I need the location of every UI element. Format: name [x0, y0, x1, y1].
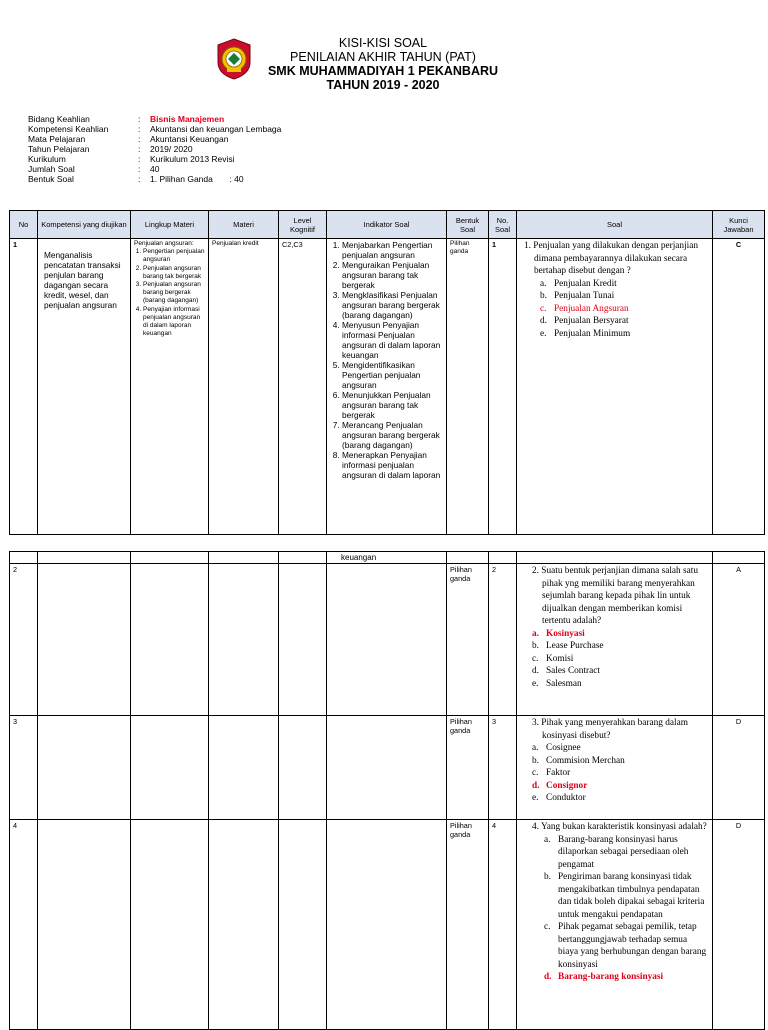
col-bentuk: Bentuk Soal [447, 211, 489, 239]
col-kompetensi: Kompetensi yang diujikan [38, 211, 131, 239]
row3-no-soal: 3 [489, 716, 517, 820]
row1-no: 1 [10, 239, 38, 535]
row1-indikator: 1. Menjabarkan Pengertian penjualan angsuran 2. Menguraikan Penjualan angsuran barang tak bergerak 3. Mengklasifikasi Penjualan angsuran barang bergerak (barang dagangan) 4. Menyusun Penyajian informasi Penjualan angsuran di dalam laporan keuangan 5. Mengidentifikasikan Pengertian penjualan angsuran 6. Menunjukkan Penjualan angsuran barang tak bergerak 7. Merancang Penjualan angsuran barang bergerak (barang dagangan) 8. Menerapkan Penyajian informasi penjualan angsuran di dalam laporan [327, 239, 447, 535]
document-header [0, 36, 768, 100]
info-row-mapel: Mata Pelajaran : Akuntansi Keuangan [28, 134, 229, 144]
header-titles [230, 36, 536, 92]
row1-no-soal: 1 [489, 239, 517, 535]
row1-soal: 1. Penjualan yang dilakukan dengan perjanjian dimana pembayarannya dilakukan secara bertahap disebut dengan ? a. Penjualan Kredit b. Penjualan Tunai c. Penjualan Angsuran d. Penjualan Bersyarat e. Penjualan Minimum [517, 239, 713, 535]
row2-kunci: A [713, 564, 765, 716]
school-name: SMK MUHAMMADIYAH 1 PEKANBARU [267, 64, 499, 78]
row1-kunci: C [713, 239, 765, 535]
info-row-jumlah: Jumlah Soal : 40 [28, 164, 160, 174]
table-header-row [10, 211, 765, 239]
table-row [10, 820, 765, 1030]
row2-no-soal: 2 [489, 564, 517, 716]
kisi-table-page1 [9, 210, 765, 535]
table-row [10, 239, 765, 535]
row4-no: 4 [10, 820, 38, 1030]
row1-kompetensi: Menganalisis pencatatan transaksi penjulan barang dagangan secara kredit, wesel, dan penjualan angsuran [38, 239, 131, 535]
col-kunci: Kunci Jawaban [713, 211, 765, 239]
table-row [10, 564, 765, 716]
info-row-kurikulum: Kurikulum : Kurikulum 2013 Revisi [28, 154, 235, 164]
doc-title: KISI-KISI SOAL [338, 36, 428, 50]
info-row-bentuk: Bentuk Soal : 1. Pilihan Ganda : 40 [28, 174, 244, 184]
col-materi: Materi [209, 211, 279, 239]
info-row-tahun: Tahun Pelajaran : 2019/ 2020 [28, 144, 193, 154]
row3-soal: 3. Pihak yang menyerahkan barang dalam kosinyasi disebut? a. Cosignee b. Commision Merchan c. Faktor d. Consignor e. Conduktor [517, 716, 713, 820]
row1-bentuk: Pilihan ganda [447, 239, 489, 535]
col-no-soal: No. Soal [489, 211, 517, 239]
row1-materi: Penjualan kredit [209, 239, 279, 535]
row3-bentuk: Pilihan ganda [447, 716, 489, 820]
row3-kunci: D [713, 716, 765, 820]
row1-lingkup: Penjualan angsuran: 1. Pengertian penjualan angsuran 2. Penjualan angsuran barang tak bergerak 3. Penjualan angsuran barang bergerak (barang dagangan) 4. Penyajian informasi penjualan angsuran di dalam laporan keuangan [131, 239, 209, 535]
col-level: Level Kognitif [279, 211, 327, 239]
row4-bentuk: Pilihan ganda [447, 820, 489, 1030]
row3-no: 3 [10, 716, 38, 820]
col-soal: Soal [517, 211, 713, 239]
row2-soal: 2. Suatu bentuk perjanjian dimana salah satu pihak yng memiliki barang menyerahkan sejumlah barang kepada pihak lin untuk dijualkan dengan memberikan komisi tertentu adalah? a. Kosinyasi b. Lease Purchase c. Komisi d. Sales Contract e. Salesman [517, 564, 713, 716]
info-row-bidang: Bidang Keahlian : Bisnis Manajemen [28, 114, 225, 124]
row4-soal: 4. Yang bukan karakteristik konsinyasi adalah? a. Barang-barang konsinyasi harus dilaporkan sebagai persediaan oleh pengamat b. Pengiriman barang konsinyasi tidak mengakibatkan timbulnya pendapatan dan tidak boleh dipakai sebagai kriteria untuk mengakui pendapatan c. Pihak pegamat sebagai pemilik, tetap bertanggungjawab terhadap semua biaya yang berhubungan dengan barang konsinyasi d. Barang-barang konsinyasi [517, 820, 713, 1030]
indikator-continued: keuangan [327, 552, 447, 564]
info-block [28, 114, 281, 184]
col-no: No [10, 211, 38, 239]
kisi-table-page2 [9, 551, 765, 1030]
row1-level: C2,C3 [279, 239, 327, 535]
school-year: TAHUN 2019 - 2020 [326, 78, 440, 92]
table-row [10, 552, 765, 564]
row2-bentuk: Pilihan ganda [447, 564, 489, 716]
table-row [10, 716, 765, 820]
info-row-kompetensi: Kompetensi Keahlian : Akuntansi dan keuangan Lembaga [28, 124, 282, 134]
col-lingkup: Lingkup Materi [131, 211, 209, 239]
row2-no: 2 [10, 564, 38, 716]
doc-subtitle: PENILAIAN AKHIR TAHUN (PAT) [290, 50, 476, 64]
col-indikator: Indikator Soal [327, 211, 447, 239]
row4-no-soal: 4 [489, 820, 517, 1030]
row4-kunci: D [713, 820, 765, 1030]
